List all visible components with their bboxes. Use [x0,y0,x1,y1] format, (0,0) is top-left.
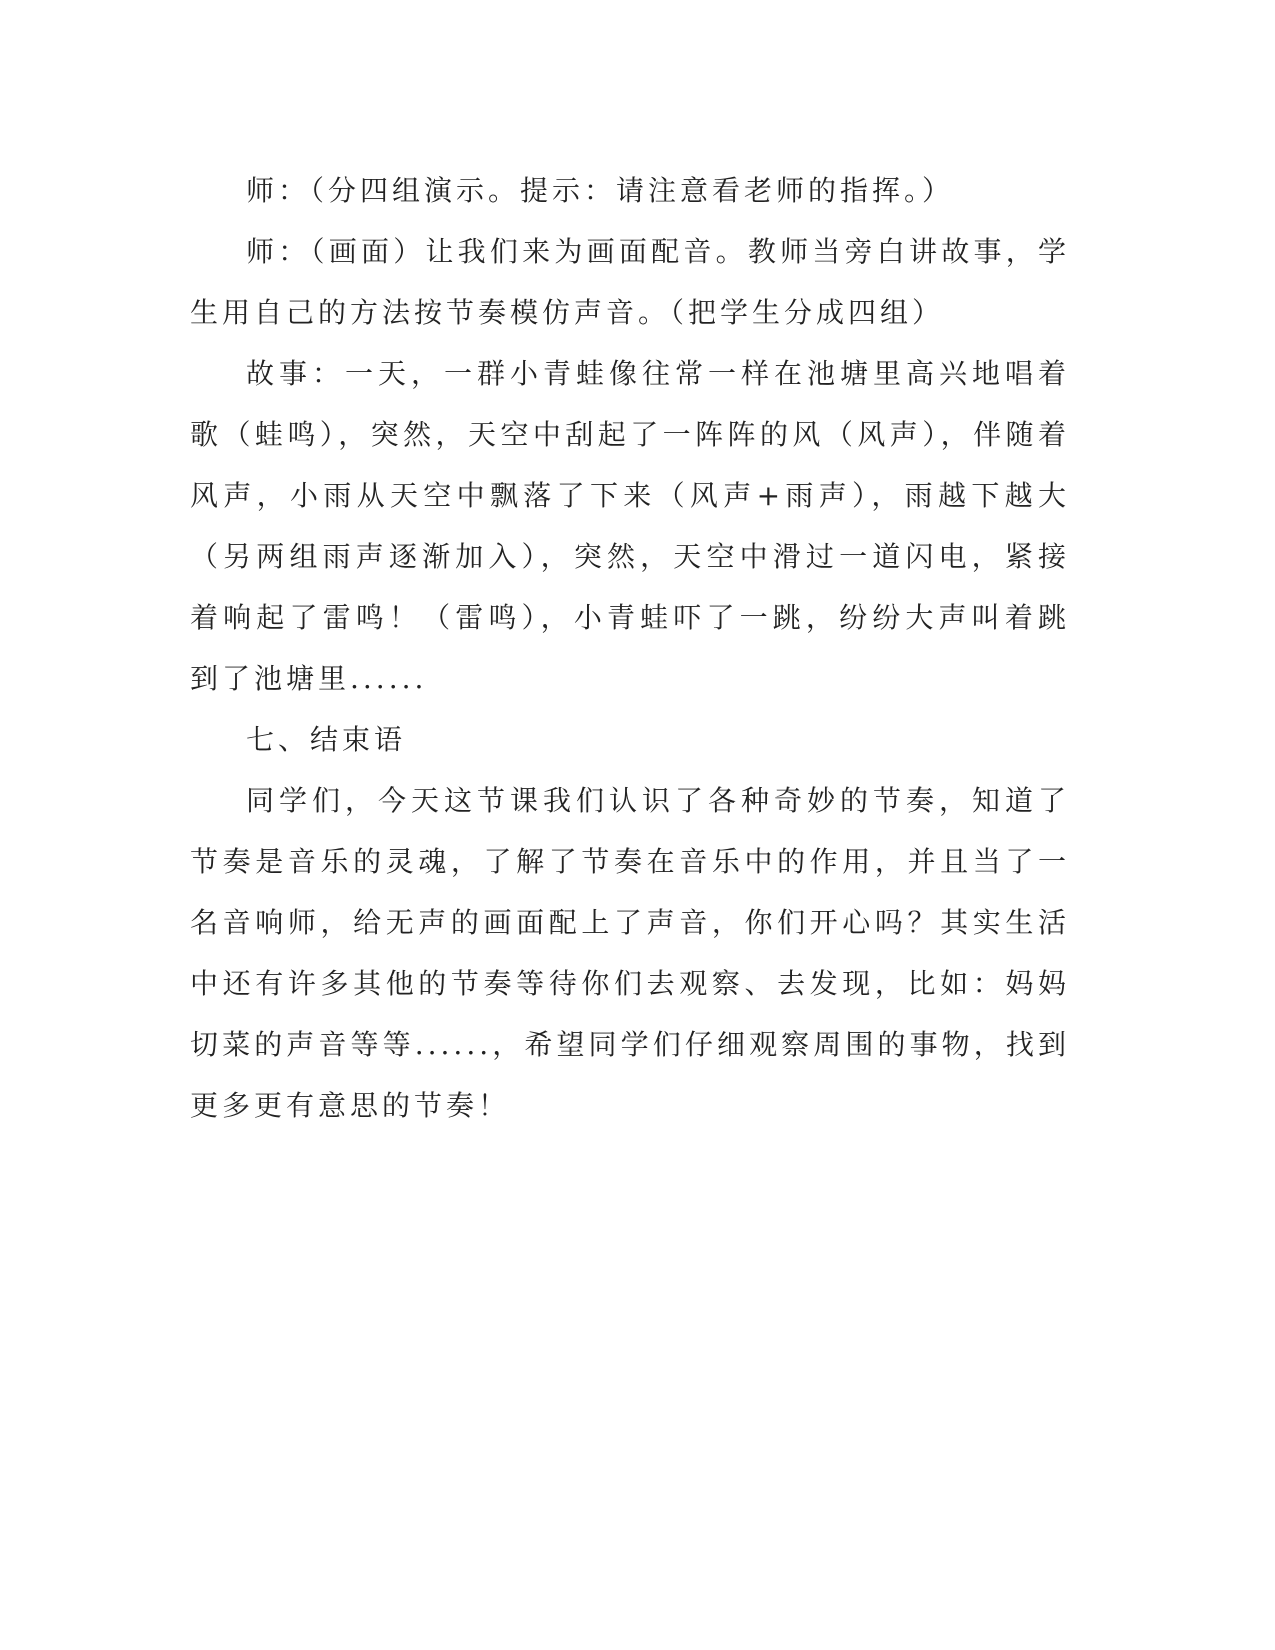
paragraph-teacher-dubbing: 师：（画面）让我们来为画面配音。教师当旁白讲故事，学生用自己的方法按节奏模仿声音。（把学生分成四组） [190,235,1070,329]
document-body [190,160,1070,1136]
paragraph-teacher-demo: 师：（分四组演示。提示：请注意看老师的指挥。） [246,174,955,207]
paragraph-closing: 同学们，今天这节课我们认识了各种奇妙的节奏，知道了节奏是音乐的灵魂，了解了节奏在音乐中的作用，并且当了一名音响师，给无声的画面配上了声音，你们开心吗？其实生活中还有许多其他的节奏等待你们去观察、去发现，比如：妈妈切菜的声音等等......，希望同学们仔细观察周围的事物，找到更多更有意思的节奏！ [190,784,1070,1122]
section-heading-closing: 七、结束语 [246,723,407,756]
paragraph-story: 故事：一天，一群小青蛙像往常一样在池塘里高兴地唱着歌（蛙鸣），突然，天空中刮起了一阵阵的风（风声），伴随着风声，小雨从天空中飘落了下来（风声+雨声），雨越下越大（另两组雨声逐渐加入），突然，天空中滑过一道闪电，紧接着响起了雷鸣！（雷鸣），小青蛙吓了一跳，纷纷大声叫着跳到了池塘里...... [190,357,1070,695]
